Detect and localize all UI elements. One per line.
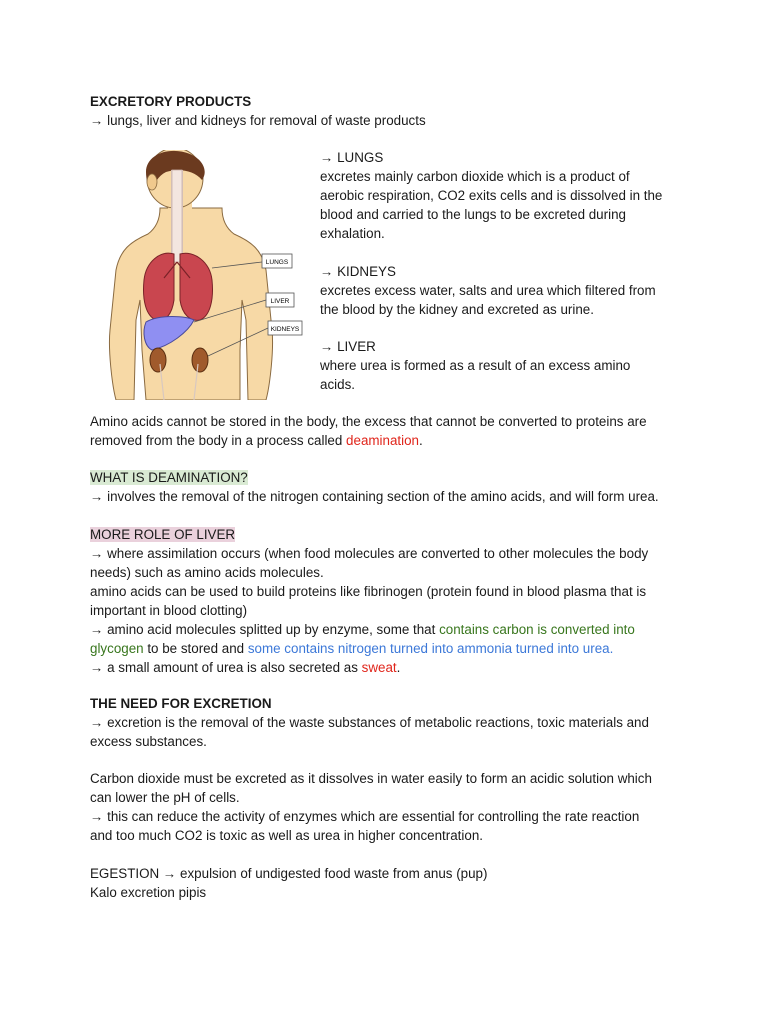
egestion-note: Kalo excretion pipis [90,885,207,900]
heading-excretory-products: EXCRETORY PRODUCTS [90,94,252,109]
deamination-line: → involves the removal of the nitrogen containing section of the amino acids, and will form urea. [90,489,659,504]
more-liver-line: → amino acid molecules splitted up by enzyme, some that contains carbon is converted into [90,622,635,637]
kidneys-line: the blood by the kidney and excreted as urine. [320,302,594,317]
label-liver: LIVER [270,298,290,305]
need-line: → excretion is the removal of the waste substances of metabolic reactions, toxic materials and [90,715,649,730]
kidneys-line: excretes excess water, salts and urea which filtered from [320,283,656,298]
label-lungs: LUNGS [265,259,289,266]
more-liver-line: → a small amount of urea is also secreted as sweat. [90,660,401,675]
intro-line: → lungs, liver and kidneys for removal of waste products [90,113,426,128]
ear [147,174,157,190]
label-kidneys: KIDNEYS [270,326,300,333]
lungs-line: aerobic respiration, CO2 exits cells and is dissolved in the [320,188,663,203]
liver-title: → LIVER [320,339,376,354]
need-line: → this can reduce the activity of enzymes which are essential for controlling the rate reaction [90,809,640,824]
liver-line: acids. [320,377,355,392]
more-liver-line: → where assimilation occurs (when food molecules are converted to other molecules the body [90,546,649,561]
need-heading: THE NEED FOR EXCRETION [90,696,272,711]
more-liver-line: important in blood clotting) [90,603,248,618]
lungs-line: exhalation. [320,226,385,241]
more-liver-heading: MORE ROLE OF LIVER [90,527,236,542]
egestion-line: EGESTION → expulsion of undigested food waste from anus (pup) [90,866,488,881]
right-kidney [192,348,208,372]
lungs-line: excretes mainly carbon dioxide which is a product of [320,169,630,184]
lungs-line: blood and carried to the lungs to be excreted during [320,207,626,222]
deamination-term: deamination [346,433,420,448]
more-liver-line: needs) such as amino acids molecules. [90,565,324,580]
amino-line-1: Amino acids cannot be stored in the body, the excess that cannot be converted to proteins are [90,414,647,429]
deamination-heading: WHAT IS DEAMINATION? [90,470,248,485]
excretory-organs-figure [90,150,305,400]
more-liver-line: glycogen to be stored and some contains nitrogen turned into ammonia turned into urea. [90,641,614,656]
need-line: can lower the pH of cells. [90,790,240,805]
amino-line-2: removed from the body in a process called deamination. [90,433,423,448]
kidneys-title: → KIDNEYS [320,264,396,279]
need-line: excess substances. [90,734,207,749]
need-line: and too much CO2 is toxic as well as urea in higher concentration. [90,828,483,843]
lungs-title: → LUNGS [320,150,384,165]
need-line: Carbon dioxide must be excreted as it dissolves in water easily to form an acidic solution which [90,771,652,786]
liver-line: where urea is formed as a result of an excess amino [320,358,631,373]
left-kidney [150,348,166,372]
more-liver-line: amino acids can be used to build proteins like fibrinogen (protein found in blood plasma that is [90,584,647,599]
